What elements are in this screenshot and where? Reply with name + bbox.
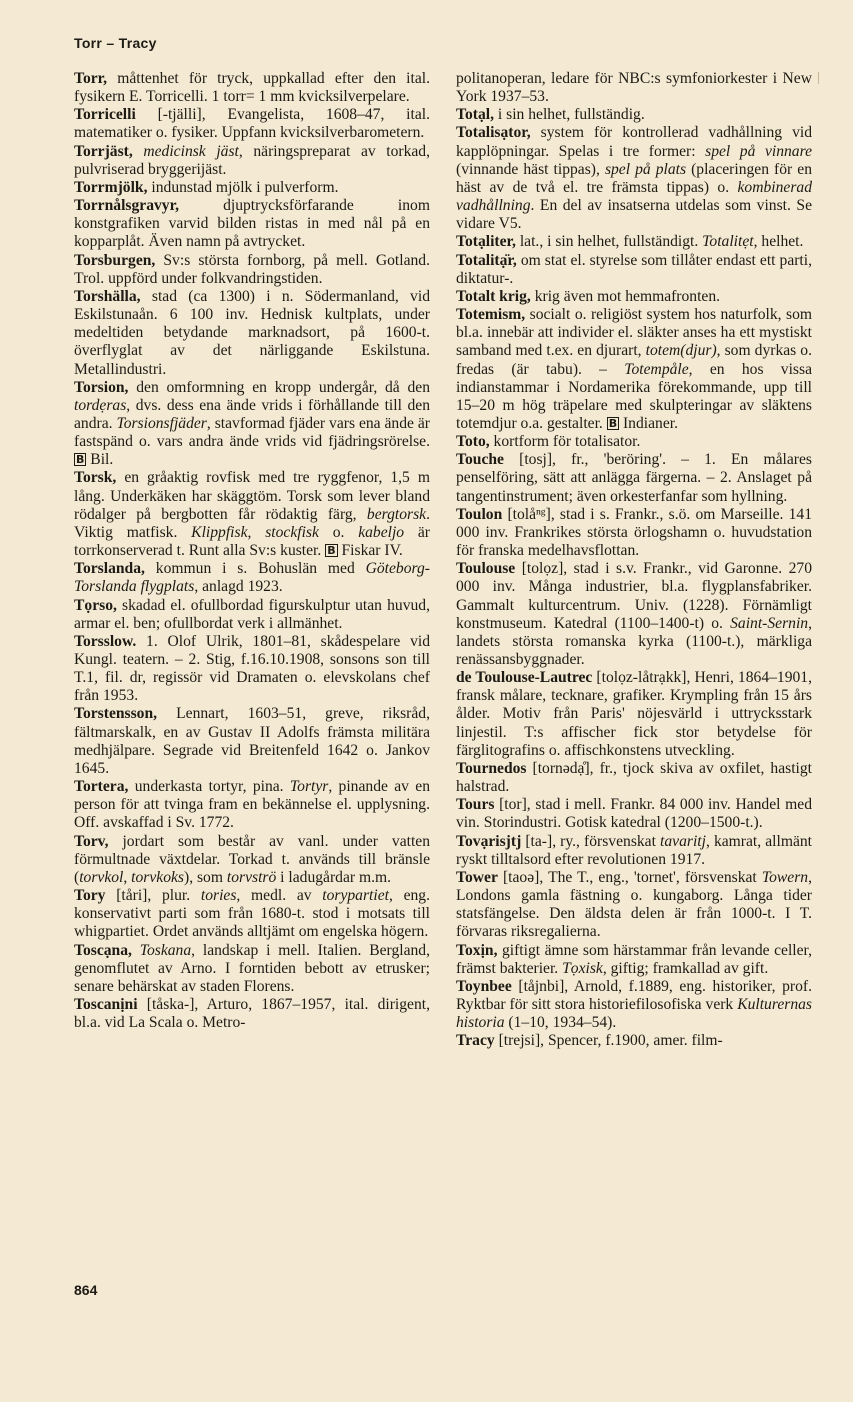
entry-headword: Toscanịni	[74, 995, 138, 1013]
entry-definition: om stat el. styrelse som tillåter endast ett parti, diktatur-.	[456, 251, 812, 287]
entry-headword: Toxịn,	[456, 941, 498, 959]
dictionary-entry	[456, 451, 812, 505]
dictionary-entry	[74, 996, 430, 1032]
entry-definition: [taoə], The T., eng., 'tornet', försvenskat Towern, Londons gamla fästning o. kungaborg. Långa tider statsfängelse. Den äldsta delen är från 1000-t. I T. förvaras riksregalierna.	[456, 868, 812, 941]
dictionary-entry	[456, 560, 812, 669]
dictionary-entry	[74, 252, 430, 288]
entry-definition: jordart som består av vanl. under vatten förmultnade växtdelar. Torkad t. används till bränsle (torvkol, torvkoks), som torvströ i ladugårdar m.m.	[74, 832, 430, 886]
dictionary-entry	[74, 560, 430, 596]
dictionary-entry	[456, 760, 812, 796]
entry-definition: giftigt ämne som härstammar från levande celler, främst bakterier. Tọxisk, giftig; framkallad av gift.	[456, 941, 812, 977]
entry-definition: [tåska-], Arturo, 1867–1957, ital. dirigent, bl.a. vid La Scala o. Metro-	[74, 995, 430, 1032]
entry-headword: Tory	[74, 887, 106, 905]
entry-headword: Tọrso,	[74, 596, 117, 614]
entry-definition: socialt o. religiöst system hos naturfolk, som bl.a. innebär att individer el. släkter anses ha ett mystiskt samband med t.ex. en djurart, totem(djur), som dyrkas o. fredas (är tabu). – Totempåle, en hos vissa indianstammar i Nordamerika förekommande, upp till 15–20 m hög träpelare med skulpteringar av släktens totemdjur o.a. gestalter. B Indianer.	[456, 306, 812, 432]
entry-definition: kortform för totalisator.	[489, 433, 641, 451]
dictionary-entry	[74, 106, 430, 142]
dictionary-entry	[456, 869, 812, 942]
entry-definition: system för kontrollerad vadhållning vid kapplöpningar. Spelas i tre former: spel på vinnare (vinnande häst tippas), spel på plats (placeringen för en häst av de två el. tre främsta tippas) o. kombinerad vadhållning. En del av insatserna utdelas som vinst. Se vidare V5.	[456, 124, 812, 233]
entry-headword: Tracy	[456, 1032, 495, 1050]
entry-headword: Totạl,	[456, 106, 494, 124]
entry-definition: den omformning en kropp undergår, då den tordẹras, dvs. dess ena ände vrids i förhållande till den andra. Torsionsfjäder, stavformad fjäder vars ena ände är fastspänd o. vars andra ände vrids vid fjädringsrörelse. B Bil.	[74, 378, 430, 469]
dictionary-entry	[456, 506, 812, 560]
dictionary-entry	[74, 288, 430, 379]
dictionary-entry	[456, 124, 812, 233]
entry-definition: [tornədạ̊], fr., tjock skiva av oxfilet, hastigt halstrad.	[456, 759, 812, 796]
entry-headword: Torstensson,	[74, 705, 158, 723]
dictionary-entry	[456, 796, 812, 832]
dictionary-entry	[74, 705, 430, 778]
entry-headword: Torrjäst,	[74, 142, 133, 160]
entry-definition: [tolọz], stad i s.v. Frankr., vid Garonne. 270 000 inv. Många industrier, bl.a. flygplansfabriker. Gammalt kulturcentrum. Univ. (1228). Förnämligt konstmuseum. Katedral (1100–1400-t) o. Saint-Sernin, landets största romanska kyrka (1100-t.), märkliga renässansbyggnader.	[456, 560, 812, 668]
dictionary-entry	[74, 778, 430, 832]
entry-headword: de Toulouse-Lautrec	[456, 669, 593, 687]
entry-definition: krig även mot hemmafronten.	[530, 287, 721, 305]
entry-definition: politanoperan, ledare för NBC:s symfoniorkester i New York 1937–53.	[456, 70, 812, 106]
entry-definition: Sv:s största fornborg, på mell. Gotland. Trol. uppförd under folkvandringstiden.	[74, 251, 430, 287]
dictionary-entry	[74, 469, 430, 560]
entry-headword: Totalitạ̈r,	[456, 251, 517, 269]
entry-headword: Toscạna,	[74, 941, 132, 959]
entry-headword: Totemism,	[456, 306, 526, 324]
entry-definition: kommun i s. Bohuslän med Göteborg-Torslanda flygplats, anlagd 1923.	[74, 560, 430, 596]
entry-headword: Torsion,	[74, 378, 129, 396]
dictionary-entry	[74, 143, 430, 179]
entry-definition: [ta-], ry., försvenskat tavaritj, kamrat, allmänt ryskt tilltalsord efter revolutionen 1917.	[456, 832, 812, 868]
running-head: Torr – Tracy	[74, 35, 157, 51]
dictionary-entry	[74, 197, 430, 251]
entry-definition: [tåri], plur. tories, medl. av torypartiet, eng. konservativt parti som från 1680-t. stod i motsats till whigpartiet. Ordet används alltjämt om engelska högern.	[74, 887, 431, 941]
dictionary-entry	[456, 252, 812, 288]
entry-definition: Lennart, 1603–51, greve, riksråd, fältmarskalk, en av Gustav II Adolfs främsta militära medhjälpare. Segrade vid Breitenfeld 1642 o. Jankov 1645.	[74, 705, 430, 777]
entry-headword: Tours	[456, 796, 495, 814]
entry-definition: 1. Olof Ulrik, 1801–81, skådespelare vid Kungl. teatern. – 2. Stig, f.16.10.1908, sonsons son till T.1, fil. dr, regissör vid Dramaten o. elevskolans chef från 1953.	[74, 632, 430, 705]
entry-definition: stad (ca 1300) i n. Södermanland, vid Eskilstunaån. 6 100 inv. Hednisk kultplats, under medeltiden betydande marknadsort, på 1600-t. överflyglat av det närliggande Eskilstuna. Metallindustri.	[74, 287, 430, 378]
entry-headword: Torv,	[74, 832, 109, 850]
dictionary-entry	[74, 70, 430, 106]
dictionary-entry	[456, 669, 812, 760]
entry-headword: Toto,	[456, 433, 490, 451]
dictionary-entry	[74, 887, 430, 941]
dictionary-entry	[456, 942, 812, 978]
entry-headword: Torricelli	[74, 106, 136, 124]
dictionary-entry	[74, 179, 430, 197]
entry-definition: Toskana, landskap i mell. Italien. Bergland, genomflutet av Arno. I forntiden bebott av etrusker; senare behärskat av staden Florens.	[74, 941, 430, 995]
entry-headword: Torshälla,	[74, 287, 141, 305]
entry-headword: Toulouse	[456, 560, 516, 578]
entry-headword: Torrmjölk,	[74, 178, 148, 196]
entry-definition: djuptrycksförfarande inom konstgrafiken varvid bilden ristas in med nål på en kopparplåt. Även namn på avtrycket.	[74, 197, 430, 251]
entry-headword: Torrnålsgravyr,	[74, 197, 179, 215]
dictionary-entry	[456, 70, 812, 106]
dictionary-entry	[456, 306, 812, 433]
entry-headword: Toulon	[456, 505, 503, 523]
dictionary-entry	[456, 233, 812, 251]
entry-headword: Totạliter,	[456, 233, 516, 251]
entry-headword: Tovạrisjtj	[456, 832, 522, 850]
dictionary-entry	[74, 597, 430, 633]
entry-headword: Totalt krig,	[456, 287, 531, 305]
entry-headword: Totalisạtor,	[456, 124, 531, 142]
entry-definition: indunstad mjölk i pulverform.	[147, 178, 339, 196]
entry-headword: Torslanda,	[74, 560, 145, 578]
entry-definition: underkasta tortyr, pina. Tortyr, pinande av en person för att tvinga fram en bekännelse el. upplysning. Off. avskaffad i Sv. 1772.	[74, 778, 430, 832]
entry-definition: lat., i sin helhet, fullständigt. Totalitẹt, helhet.	[515, 233, 804, 251]
page-number: 864	[74, 1282, 98, 1298]
entry-headword: Torsburgen,	[74, 251, 156, 269]
entry-headword: Toynbee	[456, 977, 512, 995]
dictionary-entry	[456, 978, 812, 1032]
entry-definition: [tosj], fr., 'beröring'. – 1. En målares penselföring, sätt att anlägga färgerna. – 2. Anslaget på tangentinstrument; även orkesterfanfar som hyllning.	[456, 451, 812, 505]
left-column	[74, 70, 430, 1032]
entry-headword: Tournedos	[456, 759, 527, 777]
entry-definition: måttenhet för tryck, uppkallad efter den ital. fysikern E. Torricelli. 1 torr= 1 mm kvicksilverpelare.	[74, 70, 430, 106]
entry-definition: i sin helhet, fullständig.	[494, 106, 645, 124]
right-column	[456, 70, 812, 1050]
entry-definition: medicinsk jäst, näringspreparat av torkad, pulvriserad bryggerijäst.	[74, 142, 430, 178]
entry-headword: Touche	[456, 451, 504, 469]
entry-headword: Tortera,	[74, 778, 129, 796]
margin-mark	[818, 72, 819, 84]
dictionary-entry	[74, 833, 430, 887]
entry-definition: [tor], stad i mell. Frankr. 84 000 inv. Handel med vin. Storindustri. Gotisk katedral (1200–1500-t.).	[456, 796, 812, 832]
dictionary-entry	[74, 379, 430, 470]
entry-headword: Tower	[456, 868, 498, 886]
entry-definition: [-tjälli], Evangelista, 1608–47, ital. matematiker o. fysiker. Uppfann kvicksilverbarometern.	[74, 106, 430, 142]
entry-headword: Torr,	[74, 70, 108, 87]
entry-definition: en gråaktig rovfisk med tre ryggfenor, 1,5 m lång. Underkäken har skäggtöm. Torsk som lever bland rödalger på bergbotten får rödaktig färg, bergtorsk. Viktig matfisk. Klippfisk, stockfisk o. kabeljo är torrkonserverad t. Runt alla Sv:s kuster. B Fiskar IV.	[74, 469, 430, 560]
entry-definition: [trejsi], Spencer, f.1900, amer. film-	[494, 1032, 723, 1050]
dictionary-entry	[456, 433, 812, 451]
entry-headword: Torsslow.	[74, 632, 137, 650]
entry-definition: [tolọz-låtrạkk], Henri, 1864–1901, fransk målare, tecknare, grafiker. Krympling från 15 års ålder. Motiv från Paris' nöjesvärld i uttrycksstark linjestil. T:s affischer fick stor betydelse för färglitografins o. affischkonstens utveckling.	[456, 669, 812, 759]
dictionary-entry	[456, 106, 812, 124]
dictionary-entry	[456, 833, 812, 869]
dictionary-entry	[456, 1032, 812, 1050]
entry-headword: Torsk,	[74, 469, 117, 487]
dictionary-entry	[74, 942, 430, 996]
entry-definition: skadad el. ofullbordad figurskulptur utan huvud, armar el. ben; ofullbordat verk i allmänhet.	[74, 596, 430, 632]
dictionary-entry	[74, 633, 430, 706]
entry-definition: [tolåⁿᵍ], stad i s. Frankr., s.ö. om Marseille. 141 000 inv. Frankrikes största örlogshamn o. huvudstation för franska medelhavsflottan.	[456, 505, 812, 560]
entry-definition: [tåjnbi], Arnold, f.1889, eng. historiker, prof. Ryktbar för sitt stora historiefilosofiska verk Kulturernas historia (1–10, 1934–54).	[456, 977, 812, 1032]
dictionary-entry	[456, 288, 812, 306]
